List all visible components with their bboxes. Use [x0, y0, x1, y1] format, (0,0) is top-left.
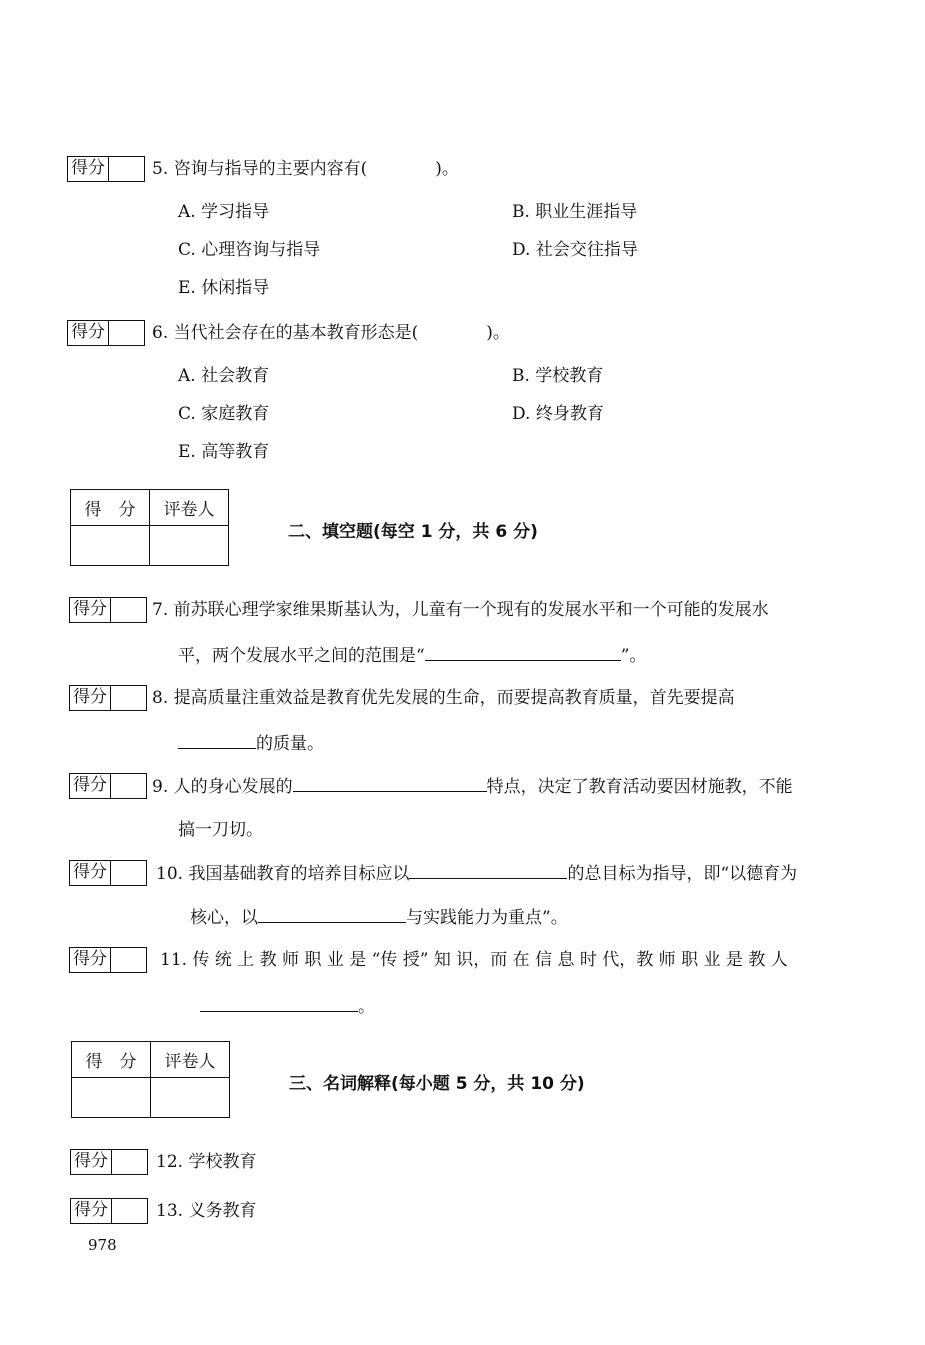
question-11-line-1: 11. 传 统 上 教 师 职 业 是 “传 授” 知 识，而 在 信 息 时 代，教 师 职 业 是 教 人: [160, 950, 788, 970]
score-label: 得分: [71, 1199, 112, 1223]
q8-text-after-blank: 的质量。: [256, 734, 324, 754]
section-3-title: 三、名词解释(每小题 5 分，共 10 分): [289, 1074, 585, 1094]
score-label: 得分: [68, 157, 109, 181]
score-box-q11: [69, 947, 147, 973]
score-blank[interactable]: [111, 598, 146, 622]
q7-text-before-blank: 平，两个发展水平之间的范围是“: [178, 646, 425, 666]
question-6: 6. 当代社会存在的基本教育形态是( )。: [152, 323, 510, 343]
score-label: 得分: [70, 861, 111, 885]
table-grader-cell[interactable]: [151, 1078, 230, 1118]
q5-option-a: A. 学习指导: [178, 202, 270, 222]
question-7-line-2: [178, 642, 646, 669]
score-blank[interactable]: [111, 861, 146, 885]
q11-answer-blank[interactable]: [200, 993, 358, 1012]
score-box-q9: [69, 773, 147, 799]
score-label: 得分: [70, 686, 111, 710]
score-box-q5: [67, 156, 145, 182]
table-score-cell[interactable]: [72, 1078, 151, 1118]
question-12: 12. 学校教育: [156, 1152, 257, 1172]
table-grader-header: 评卷人: [151, 1042, 230, 1078]
score-label: 得分: [70, 598, 111, 622]
q6-option-a: A. 社会教育: [178, 366, 270, 386]
score-label: 得分: [68, 321, 109, 345]
q10-text-after-blank-1: 的总目标为指导，即“以德育为: [567, 864, 798, 884]
q9-answer-blank[interactable]: [293, 773, 487, 792]
question-10-line-1: [156, 860, 797, 887]
score-box-q13: [70, 1198, 148, 1224]
score-box-q6: [67, 320, 145, 346]
q10-answer-blank-1[interactable]: [409, 860, 567, 879]
question-8-line-2: [178, 730, 324, 757]
table-score-cell[interactable]: [71, 526, 150, 566]
question-5: 5. 咨询与指导的主要内容有( )。: [152, 159, 459, 179]
score-blank[interactable]: [112, 1199, 147, 1223]
q10-answer-blank-2[interactable]: [258, 904, 406, 923]
table-grader-cell[interactable]: [150, 526, 229, 566]
score-label: 得分: [70, 774, 111, 798]
q10-text-after-blank-2: 与实践能力为重点”。: [406, 908, 568, 928]
q9-text-before-blank: 9. 人的身心发展的: [152, 777, 293, 797]
score-blank[interactable]: [109, 157, 144, 181]
q5-option-c: C. 心理咨询与指导: [178, 240, 321, 260]
question-10-line-2: [190, 904, 568, 931]
question-8-line-1: 8. 提高质量注重效益是教育优先发展的生命，而要提高教育质量，首先要提高: [152, 688, 735, 708]
q6-option-c: C. 家庭教育: [178, 404, 270, 424]
question-9-line-2: 搞一刀切。: [178, 820, 263, 840]
q7-text-after-blank: ”。: [620, 646, 647, 666]
table-score-header: 得 分: [71, 490, 150, 526]
section-3-score-table: [71, 1041, 230, 1118]
q8-answer-blank[interactable]: [178, 730, 256, 749]
table-score-header: 得 分: [72, 1042, 151, 1078]
score-box-q7: [69, 597, 147, 623]
q5-option-e: E. 休闲指导: [178, 278, 270, 298]
score-blank[interactable]: [111, 948, 146, 972]
section-2-title: 二、填空题(每空 1 分，共 6 分): [288, 522, 538, 542]
score-box-q12: [70, 1149, 148, 1175]
score-label: 得分: [71, 1150, 112, 1174]
score-blank[interactable]: [112, 1150, 147, 1174]
score-label: 得分: [70, 948, 111, 972]
q11-text-after-blank: 。: [358, 997, 375, 1017]
question-11-line-2: [200, 993, 375, 1020]
q6-option-d: D. 终身教育: [512, 404, 604, 424]
q9-text-after-blank: 特点，决定了教育活动要因材施教，不能: [486, 777, 793, 797]
question-9-line-1: [152, 773, 793, 800]
q5-option-b: B. 职业生涯指导: [512, 202, 638, 222]
q7-answer-blank[interactable]: [425, 642, 621, 661]
score-blank[interactable]: [111, 774, 146, 798]
q6-option-e: E. 高等教育: [178, 442, 270, 462]
q5-option-d: D. 社会交往指导: [512, 240, 638, 260]
q10-text-before-blank-2: 核心，以: [190, 908, 258, 928]
table-grader-header: 评卷人: [150, 490, 229, 526]
score-box-q8: [69, 685, 147, 711]
page-number: 978: [88, 1236, 117, 1254]
question-13: 13. 义务教育: [156, 1201, 257, 1221]
score-box-q10: [69, 860, 147, 886]
question-7-line-1: 7. 前苏联心理学家维果斯基认为，儿童有一个现有的发展水平和一个可能的发展水: [152, 600, 769, 620]
q6-option-b: B. 学校教育: [512, 366, 604, 386]
score-blank[interactable]: [111, 686, 146, 710]
q10-text-before-blank-1: 10. 我国基础教育的培养目标应以: [156, 864, 410, 884]
score-blank[interactable]: [109, 321, 144, 345]
section-2-score-table: [70, 489, 229, 566]
